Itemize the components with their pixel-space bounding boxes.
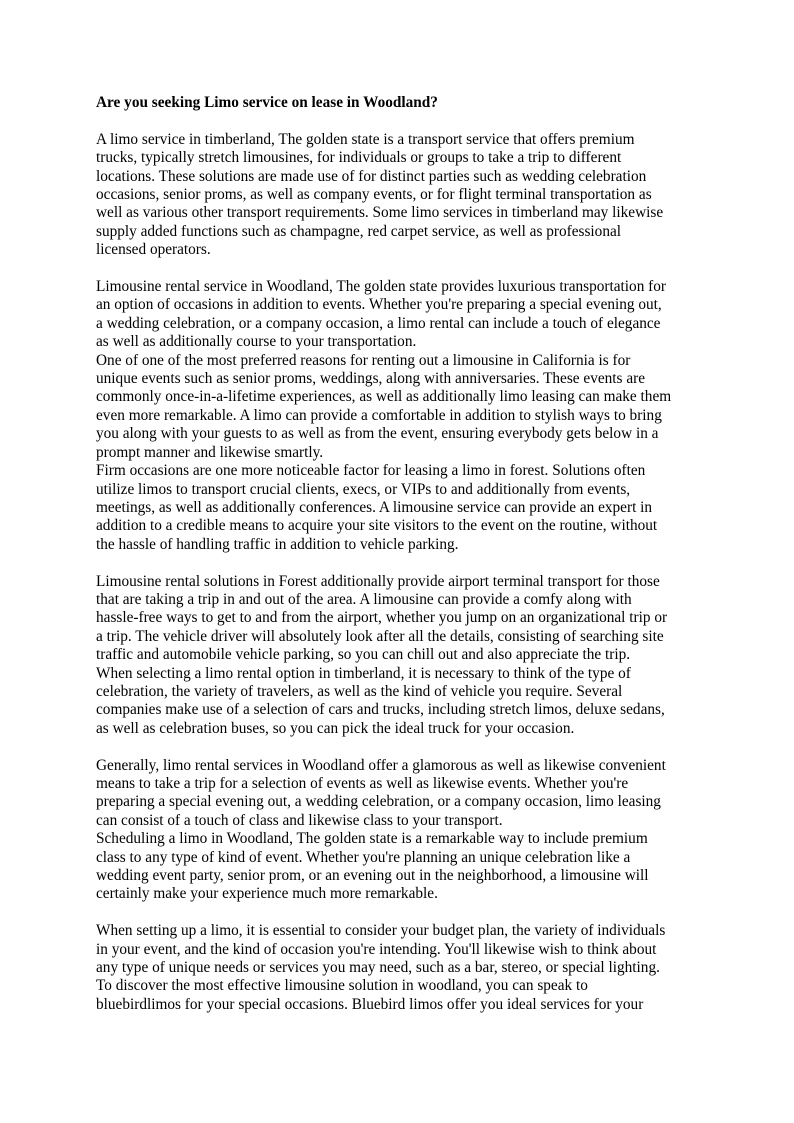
text-line: Scheduling a limo in Woodland, The golden state is a remarkable way to include premium: [96, 830, 648, 848]
paragraph-blocks: [96, 131, 698, 1014]
text-line: trucks, typically stretch limousines, for individuals or groups to take a trip to different: [96, 149, 622, 167]
spacer: [96, 260, 698, 278]
text-line: well as various other transport requirements. Some limo services in timberland may likewise: [96, 204, 664, 222]
text-line: supply added functions such as champagne, red carpet service, as well as professional: [96, 222, 622, 240]
text-line: that are taking a trip in and out of the area. A limousine can provide a comfy along with: [96, 590, 632, 608]
text-line: unique events such as senior proms, weddings, along with anniversaries. These events are: [96, 370, 645, 388]
text-line: any type of unique needs or services you may need, such as a bar, stereo, or special lighting.: [96, 959, 660, 977]
document-body: [96, 94, 698, 1014]
text-line: an option of occasions in addition to events. Whether you're preparing a special evening out,: [96, 296, 662, 314]
text-line: companies make use of a selection of cars and trucks, including stretch limos, deluxe sedans,: [96, 701, 665, 719]
text-line: When selecting a limo rental option in timberland, it is necessary to think of the type of: [96, 664, 631, 682]
paragraph-block: [96, 278, 698, 554]
text-line: utilize limos to transport crucial clients, execs, or VIPs to and additionally from events,: [96, 480, 631, 498]
text-line: occasions, senior proms, as well as company events, or for flight terminal transportation as: [96, 186, 652, 204]
text-line: prompt manner and likewise smartly.: [96, 443, 324, 461]
text-line: wedding event party, senior prom, or an evening out in the neighborhood, a limousine will: [96, 867, 649, 884]
text-line: as well as celebration buses, so you can pick the ideal truck for your occasion.: [96, 719, 575, 737]
paragraph-block: [96, 757, 698, 904]
text-line: can consist of a touch of class and likewise class to your transport.: [96, 811, 503, 829]
document-title: Are you seeking Limo service on lease in Woodland?: [96, 94, 438, 111]
text-line: a wedding celebration, or a company occasion, a limo rental can include a touch of elegance: [96, 314, 661, 332]
text-line: class to any type of kind of event. Whether you're planning an unique celebration like a: [96, 848, 631, 866]
text-line: even more remarkable. A limo can provide a comfortable in addition to stylish ways to bring: [96, 406, 662, 424]
text-line: One of one of the most preferred reasons for renting out a limousine in California is for: [96, 351, 631, 369]
spacer: [96, 112, 698, 130]
text-line: Limousine rental service in Woodland, The golden state provides luxurious transportation for: [96, 278, 667, 296]
spacer: [96, 738, 698, 756]
paragraph-block: [96, 131, 698, 260]
text-line: commonly once-in-a-lifetime experiences, as well as additionally limo leasing can make them: [96, 388, 672, 406]
text-line: meetings, as well as additionally conferences. A limousine service can provide an expert in: [96, 498, 653, 516]
text-line: hassle-free ways to get to and from the airport, whether you jump on an organizational trip or: [96, 609, 668, 627]
text-line: bluebirdlimos for your special occasions. Bluebird limos offer you ideal services for your: [96, 995, 644, 1013]
text-line: means to take a trip for a selection of events as well as likewise events. Whether you're: [96, 774, 629, 792]
text-line: addition to a credible means to acquire your site visitors to the event on the routine, without: [96, 517, 658, 535]
text-line: the hassle of handling traffic in addition to vehicle parking.: [96, 535, 459, 553]
text-line: traffic and automobile vehicle parking, so you can chill out and also appreciate the trip.: [96, 646, 631, 664]
text-line: certainly make your experience much more remarkable.: [96, 885, 438, 903]
text-line: To discover the most effective limousine solution in woodland, you can speak to: [96, 977, 588, 995]
text-line: you along with your guests to as well as from the event, ensuring everybody gets below in a: [96, 425, 659, 443]
spacer: [96, 554, 698, 572]
paragraph-block: [96, 922, 698, 1014]
text-line: in your event, and the kind of occasion you're intending. You'll likewise wish to think about: [96, 940, 657, 958]
text-line: a trip. The vehicle driver will absolutely look after all the details, consisting of searching site: [96, 627, 664, 645]
text-line: When setting up a limo, it is essential to consider your budget plan, the variety of individuals: [96, 922, 666, 940]
text-line: Generally, limo rental services in Woodland offer a glamorous as well as likewise convenient: [96, 756, 666, 774]
text-line: Firm occasions are one more noticeable factor for leasing a limo in forest. Solutions often: [96, 462, 646, 480]
spacer: [96, 904, 698, 922]
text-line: celebration, the variety of travelers, as well as the kind of vehicle you require. Several: [96, 682, 623, 700]
text-line: as well as additionally course to your transportation.: [96, 333, 417, 351]
text-line: preparing a special evening out, a wedding celebration, or a company occasion, limo leasing: [96, 793, 661, 811]
text-line: licensed operators.: [96, 241, 211, 259]
text-line: A limo service in timberland, The golden state is a transport service that offers premium: [96, 130, 635, 148]
paragraph-block: [96, 573, 698, 739]
text-line: locations. These solutions are made use of for distinct parties such as wedding celebration: [96, 167, 647, 185]
text-line: Limousine rental solutions in Forest additionally provide airport terminal transport for those: [96, 572, 660, 590]
